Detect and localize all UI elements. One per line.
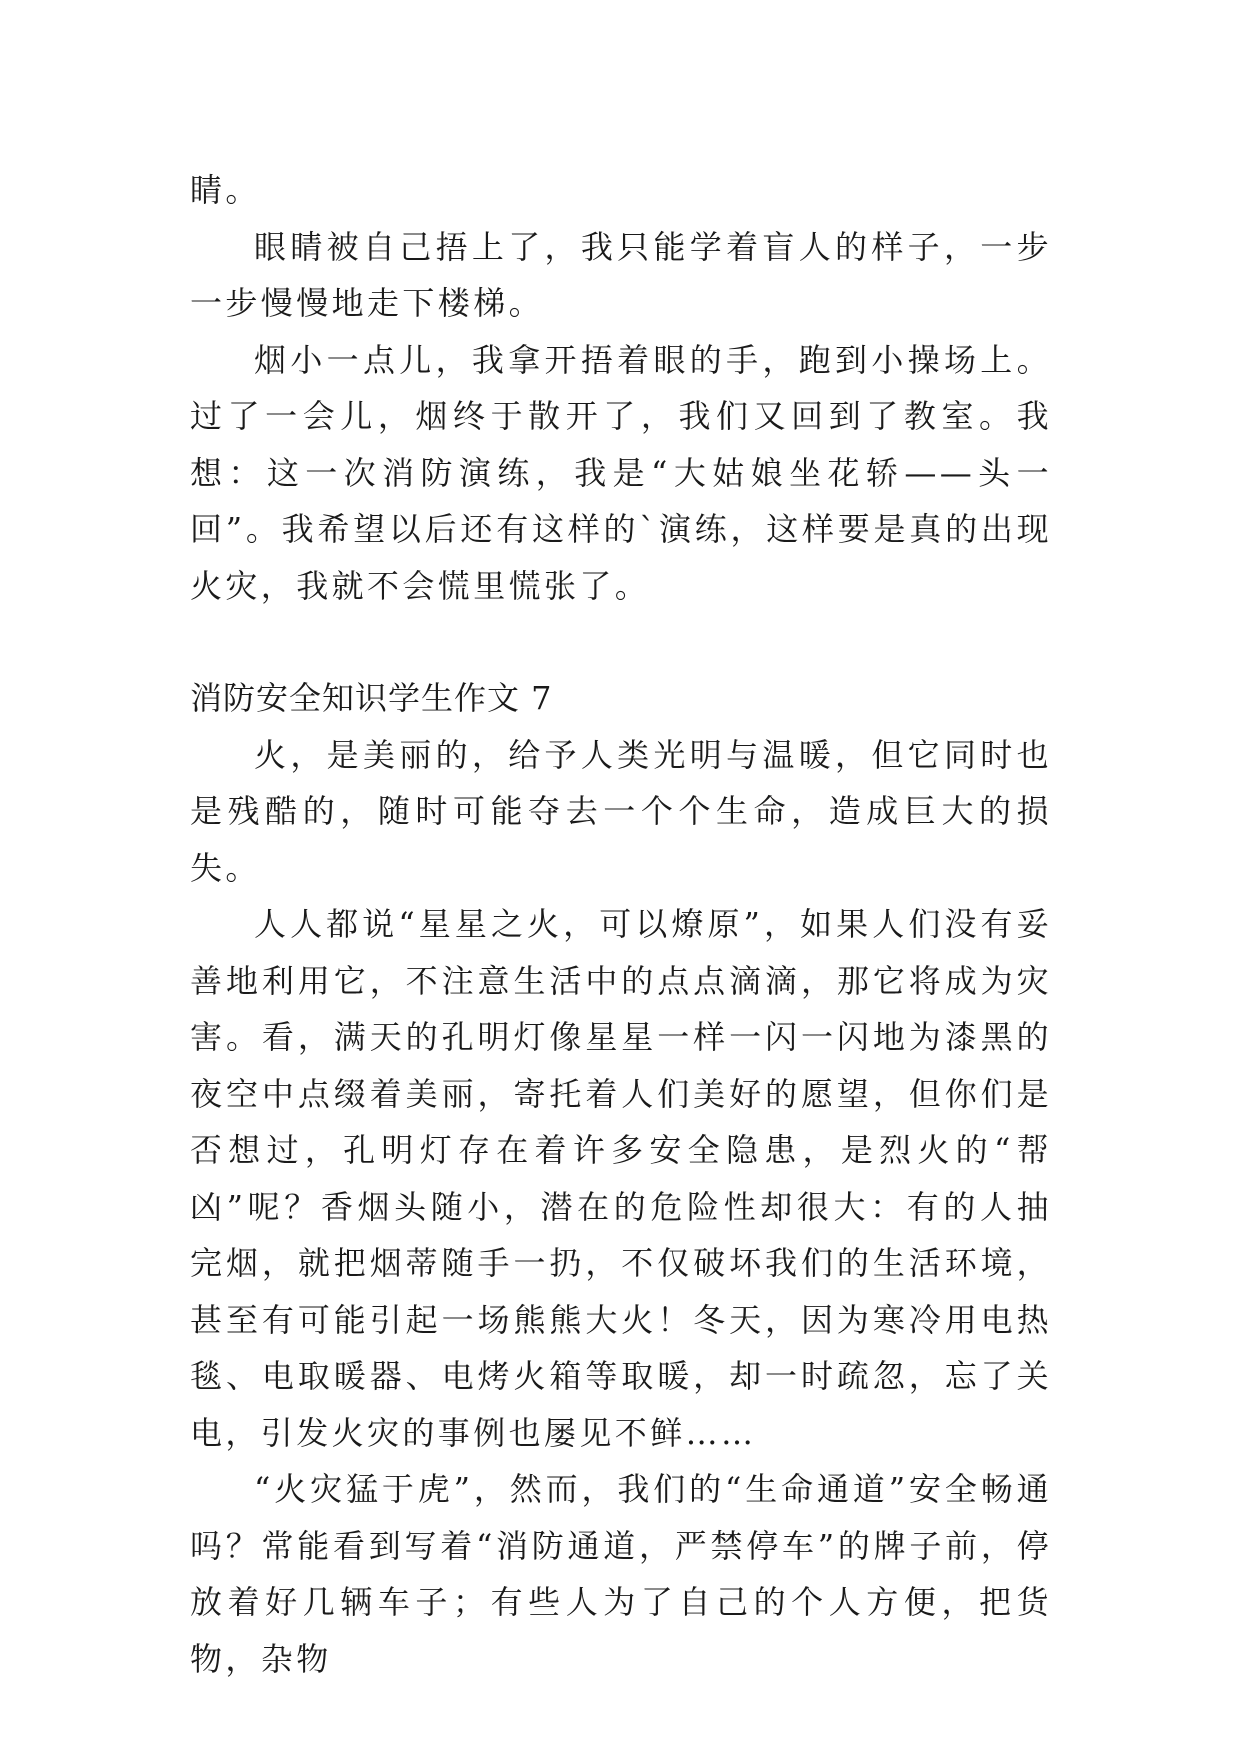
paragraph: 眼睛被自己捂上了，我只能学着盲人的样子，一步一步慢慢地走下楼梯。 bbox=[190, 227, 1052, 322]
paragraph: “火灾猛于虎”，然而，我们的“生命通道”安全畅通吗？常能看到写着“消防通道，严禁停车”的牌子前，停放着好几辆车子；有些人为了自己的个人方便，把货物，杂物 bbox=[190, 1470, 1052, 1678]
paragraph: 烟小一点儿，我拿开捂着眼的手，跑到小操场上。过了一会儿，烟终于散开了，我们又回到了教室。我想：这一次消防演练，我是“大姑娘坐花轿——头一回”。我希望以后还有这样的`演练，这样要是真的出现火灾，我就不会慌里慌张了。 bbox=[190, 340, 1052, 605]
paragraph: 火，是美丽的，给予人类光明与温暖，但它同时也是残酷的，随时可能夺去一个个生命，造成巨大的损失。 bbox=[190, 735, 1052, 887]
section-title: 消防安全知识学生作文 7 bbox=[190, 679, 553, 717]
paragraph-continuation: 睛。 bbox=[190, 171, 261, 209]
document-body bbox=[190, 162, 1052, 1687]
paragraph: 人人都说“星星之火，可以燎原”，如果人们没有妥善地利用它，不注意生活中的点点滴滴，那它将成为灾害。看，满天的孔明灯像星星一样一闪一闪地为漆黑的夜空中点缀着美丽，寄托着人们美好的愿望，但你们是否想过，孔明灯存在着许多安全隐患，是烈火的“帮凶”呢？香烟头随小，潜在的危险性却很大：有的人抽完烟，就把烟蒂随手一扔，不仅破坏我们的生活环境，甚至有可能引起一场熊熊大火！冬天，因为寒冷用电热毯、电取暖器、电烤火箱等取暖，却一时疏忽，忘了关电，引发火灾的事例也屡见不鲜…… bbox=[190, 905, 1052, 1452]
